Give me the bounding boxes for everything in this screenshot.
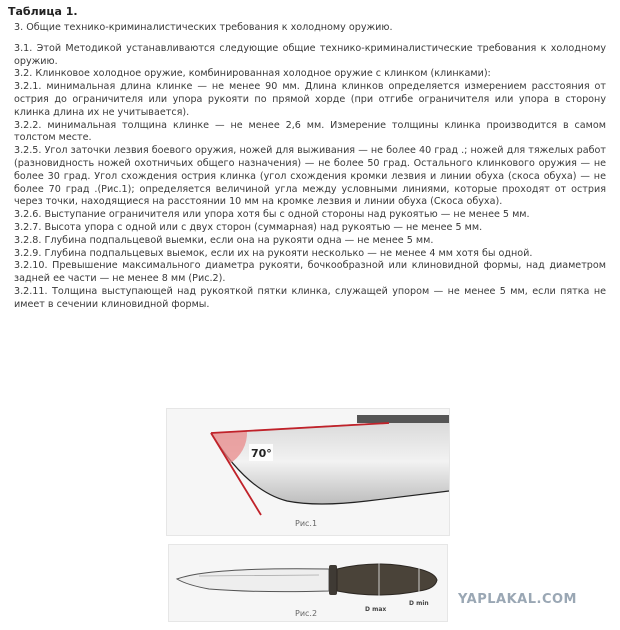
paragraph: 3.2.6. Выступание ограничителя или упора хотя бы с одной стороны над рукоятью — не менее 5 мм. bbox=[14, 209, 530, 221]
figure-1-caption: Рис.1 bbox=[295, 519, 318, 528]
dmin-label: D min bbox=[409, 600, 429, 607]
requirements-text bbox=[14, 22, 606, 312]
paragraph: 3.2.10. Превышение максимального диаметра рукояти, бочкообразной или клиновидной формы, над диаметром задней ее части — не менее 8 мм (Рис.2). bbox=[14, 260, 606, 285]
section-heading: 3. Общие технико-криминалистических требования к холодному оружию. bbox=[14, 22, 393, 33]
paragraph: 3.1. Этой Методикой устанавливаются следующие общие технико-криминалистические требования к холодному оружию. bbox=[14, 42, 606, 67]
blade-back-dark bbox=[357, 415, 449, 423]
paragraph: 3.2.8. Глубина подпальцевой выемки, если она на рукояти одна — не менее 5 мм. bbox=[14, 234, 434, 246]
paragraph: 3.2.11. Толщина выступающей над рукояткой пятки клинка, служащей упором — не менее 5 мм, если пятка не имеет в сечении клиновидной формы. bbox=[14, 285, 606, 310]
dmax-label: D max bbox=[365, 606, 387, 613]
paragraph: 3.2.5. Угол заточки лезвия боевого оружия, ножей для выживания — не более 40 град .; ножей для тяжелых работ (разновидность ножей охотничьих общего назначения) — не более 50 град. Остального клинкового оружия — не более 30 град. Угол схождения острия клинка (угол схождения кромки лезвия и линии обуха (скоса обуха) — не более 70 град .(Рис.1); определяется величиной угла между условными линиями, которые проходят от острия через точки, находящиеся на расстоянии 10 мм на кромке лезвия и линии обуха (Скоса обуха). bbox=[14, 145, 606, 208]
paragraph: 3.2.9. Глубина подпальцевых выемок, если их на рукояти несколько — не менее 4 мм хотя бы одной. bbox=[14, 247, 533, 259]
watermark: YAPLAKAL.COM bbox=[458, 592, 577, 607]
paragraph: 3.2.7. Высота упора с одной или с двух сторон (суммарная) над рукоятью — не менее 5 мм. bbox=[14, 221, 483, 233]
angle-label: 70° bbox=[251, 447, 272, 460]
knife-guard bbox=[329, 565, 337, 595]
paragraph: 3.2. Клинковое холодное оружие, комбинированная холодное оружие с клинком (клинками): bbox=[14, 68, 491, 80]
paragraph: 3.2.2. минимальная толщина клинке — не менее 2,6 мм. Измерение толщины клинка производится в самом толстом месте. bbox=[14, 119, 606, 144]
table-title: Таблица 1. bbox=[8, 5, 78, 18]
figure-2-caption: Рис.2 bbox=[295, 609, 318, 618]
paragraph: 3.2.1. минимальная длина клинке — не менее 90 мм. Длина клинков определяется измерением расстояния от острия до ограничителя или упора рукояти по прямой хорде (при отгибе ограничителя или упора в сторону клинка длина их не учитывается). bbox=[14, 81, 606, 118]
figure-2 bbox=[168, 544, 448, 622]
figure-1 bbox=[166, 408, 450, 536]
blade-tip-diagram bbox=[167, 409, 449, 535]
